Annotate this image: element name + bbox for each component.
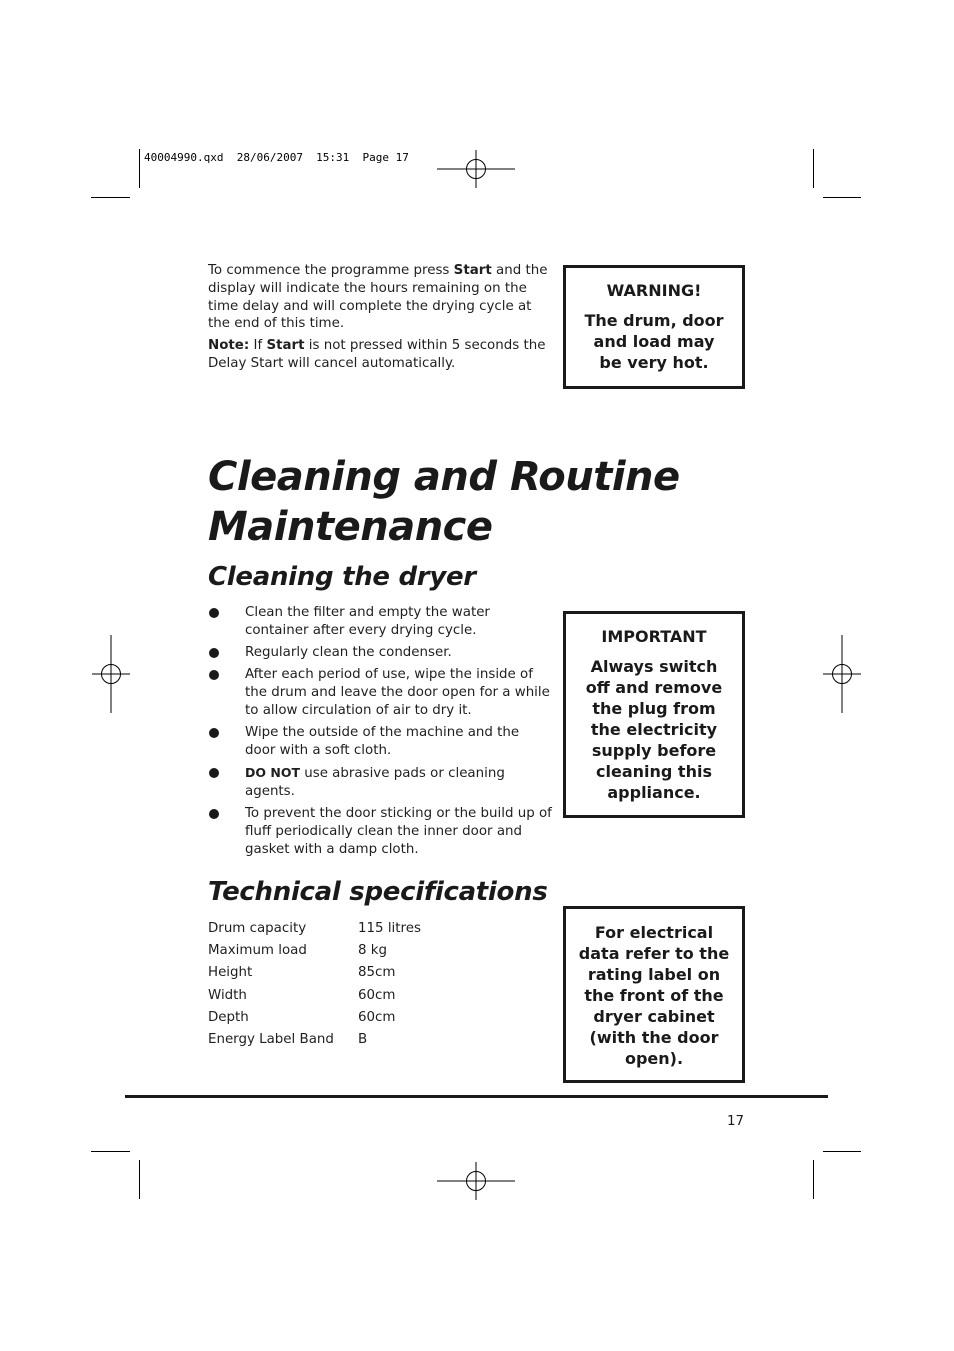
footer-rule [125,1095,828,1098]
note-label: Note: [208,338,250,354]
crop-mark [91,1151,130,1152]
bullet-icon [209,670,219,680]
spec-label: Width [208,987,247,1003]
bullet-icon [209,728,219,738]
specs-table [208,920,421,1053]
bullet-icon [209,809,219,819]
table-row [208,942,421,964]
list-item [208,666,553,719]
list-item [208,644,553,662]
warning-box [563,265,745,389]
spec-value: 85cm [358,965,396,981]
important-box [563,611,745,818]
table-row [208,964,421,986]
spec-label: Height [208,965,253,981]
list-item [208,805,553,858]
list-item-text: Wipe the outside of the machine and the door with a soft cloth. [245,725,520,759]
crop-mark [813,149,814,188]
crop-mark [139,1160,140,1199]
crop-mark [813,1160,814,1199]
crop-mark [139,149,140,188]
registration-mark-icon [72,635,150,713]
spec-label: Energy Label Band [208,1031,334,1047]
spec-value: 115 litres [358,921,421,936]
note-text-part: If [249,338,267,354]
crop-mark [91,197,130,198]
note-paragraph [208,337,548,373]
spec-value: 60cm [358,987,396,1003]
print-slug: 40004990.qxd 28/06/2007 15:31 Page 17 [144,151,409,164]
spec-label: Maximum load [208,943,307,959]
page-title: Cleaning and Routine Maintenance [208,454,680,550]
important-body: Always switch off and remove the plug from the electricity supply before cleaning this appliance. [585,657,723,802]
intro-text-part: To commence the programme press [208,263,454,278]
important-heading: IMPORTANT [601,627,707,646]
bullet-icon [209,608,219,618]
table-row [208,987,421,1009]
list-item-text: After each period of use, wipe the inside of the drum and leave the door open for a while to allow circulation of air to dry it. [245,667,550,718]
crop-mark [823,1151,861,1152]
list-item-text: Regularly clean the condenser. [245,645,452,661]
intro-text [208,262,548,377]
list-item-text: use abrasive pads or cleaning agents. [245,766,505,800]
list-item-text: Clean the filter and empty the water container after every drying cycle. [245,605,490,638]
spec-value: 8 kg [358,943,388,959]
page-number: 17 [727,1114,745,1129]
warning-body: The drum, door and load may be very hot. [584,311,724,372]
bullet-icon [209,648,219,658]
bullet-icon [209,768,219,778]
registration-mark-icon [437,1142,515,1220]
spec-label: Depth [208,1009,249,1025]
intro-paragraph [208,262,548,333]
warning-heading: WARNING! [606,281,702,300]
spec-label: Drum capacity [208,921,307,936]
do-not-term: DO NOT [245,765,300,781]
table-row [208,1009,421,1031]
start-term: Start [453,263,492,278]
start-term: Start [266,338,305,354]
note-text-part: is not pressed within 5 seconds the Delay Start will cancel automatically. [208,338,546,371]
table-row [208,920,421,942]
list-item [208,764,553,801]
intro-text-part: and the display will indicate the hours remaining on the time delay and will complete the drying cycle at the end of this time. [208,263,548,332]
electrical-data-body: For electrical data refer to the rating label on the front of the dryer cabinet (with the door open). [578,923,730,1068]
list-item [208,724,553,760]
list-item [208,604,553,640]
specs-heading: Technical specifications [208,877,548,907]
list-item-text: To prevent the door sticking or the build up of fluff periodically clean the inner door and gasket with a damp cloth. [245,806,552,858]
spec-value: 60cm [358,1009,396,1025]
cleaning-heading: Cleaning the dryer [208,562,476,592]
crop-mark [823,197,861,198]
registration-mark-icon [437,130,515,208]
electrical-data-box [563,906,745,1083]
registration-mark-icon [803,635,881,713]
cleaning-list [208,604,553,863]
table-row [208,1031,421,1053]
spec-value: B [358,1031,368,1047]
